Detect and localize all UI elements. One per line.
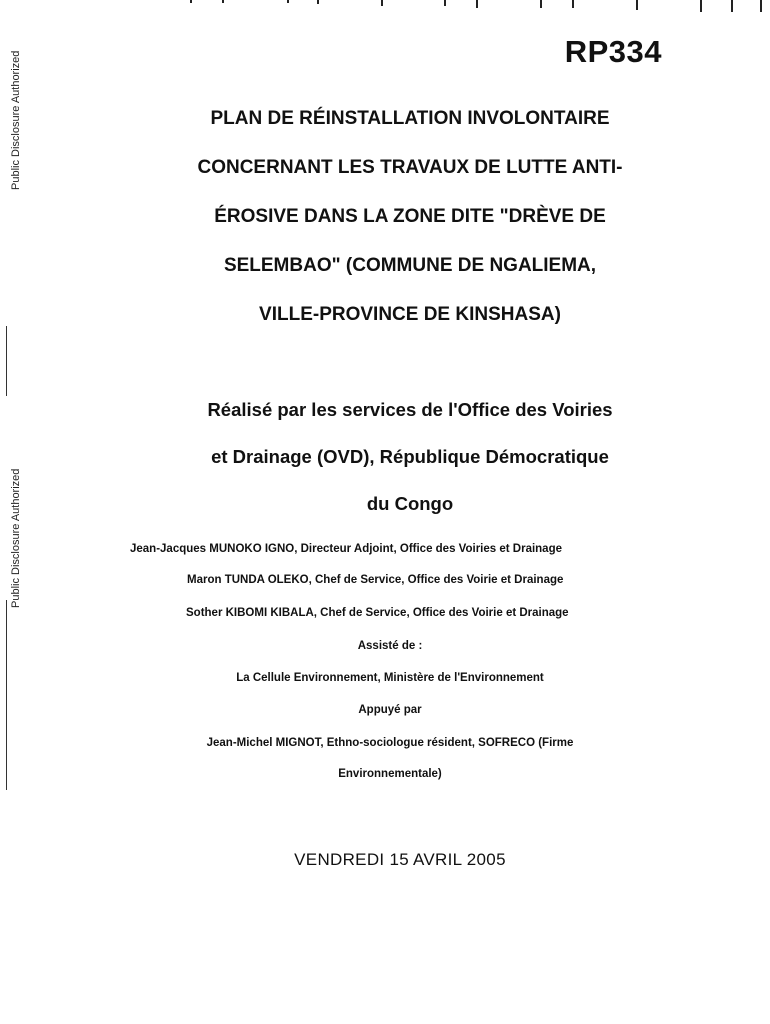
scan-mark (731, 0, 733, 12)
title-line: SELEMBAO" (COMMUNE DE NGALIEMA, (223, 255, 597, 276)
scan-mark (700, 0, 702, 12)
scan-mark (287, 0, 289, 3)
disclosure-divider (6, 326, 7, 396)
scan-mark (476, 0, 478, 8)
scan-mark (636, 0, 638, 10)
prepared-by-line: du Congo (366, 493, 454, 514)
prepared-by-line: et Drainage (OVD), République Démocratique (211, 446, 609, 467)
report-id: RP334 (564, 34, 662, 69)
prepared-by-statement (150, 386, 670, 527)
disclosure-stamp-top: Public Disclosure Authorized (10, 50, 22, 190)
author-credit: Maron TUNDA OLEKO, Chef de Service, Office des Voirie et Drainage (187, 574, 564, 586)
author-credit: Jean-Jacques MUNOKO IGNO, Directeur Adjoint, Office des Voiries et Drainage (130, 543, 562, 555)
scan-mark (572, 0, 574, 8)
supported-by-person: Jean-Michel MIGNOT, Ethno-sociologue résident, SOFRECO (Firme (206, 737, 574, 749)
scan-mark (222, 0, 224, 3)
title-line: CONCERNANT LES TRAVAUX DE LUTTE ANTI- (197, 157, 623, 178)
prepared-by-line: Réalisé par les services de l'Office des Voiries (207, 399, 613, 420)
document-title (140, 94, 680, 339)
scan-mark (760, 0, 762, 12)
disclosure-stamp-bottom: Public Disclosure Authorized (10, 468, 22, 608)
scan-mark (190, 0, 192, 3)
title-line: PLAN DE RÉINSTALLATION INVOLONTAIRE (210, 108, 610, 129)
scan-mark (444, 0, 446, 6)
author-credit: Sother KIBOMI KIBALA, Chef de Service, Office des Voirie et Drainage (186, 607, 569, 619)
disclosure-divider (6, 600, 7, 790)
document-date: VENDREDI 15 AVRIL 2005 (294, 850, 506, 869)
title-line: ÉROSIVE DANS LA ZONE DITE "DRÈVE DE (214, 206, 606, 227)
supported-by-label: Appuyé par (358, 704, 422, 716)
supported-by-person: Environnementale) (338, 768, 442, 780)
assisted-by-organization: La Cellule Environnement, Ministère de l'Environnement (236, 672, 544, 684)
scan-mark (317, 0, 319, 4)
title-line: VILLE-PROVINCE DE KINSHASA) (259, 304, 561, 325)
scan-mark (381, 0, 383, 6)
assisted-by-label: Assisté de : (357, 640, 423, 652)
scan-mark (540, 0, 542, 8)
